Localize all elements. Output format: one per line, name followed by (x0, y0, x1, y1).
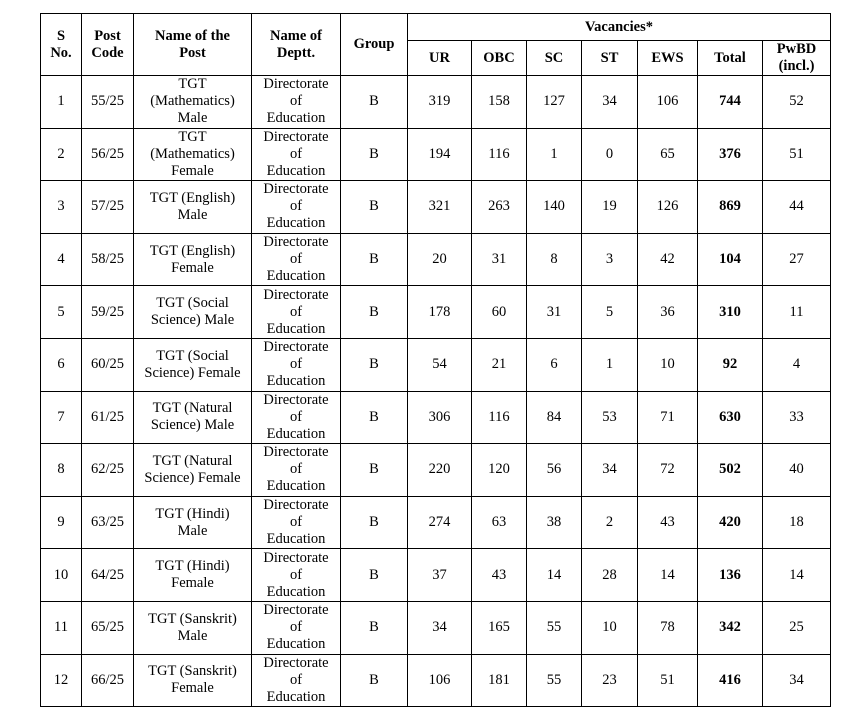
cell-total: 416 (698, 654, 763, 707)
vacancy-table (40, 13, 831, 707)
cell-ur: 178 (408, 286, 472, 339)
cell-obc: 116 (472, 391, 527, 444)
cell-st: 3 (582, 233, 638, 286)
cell-total: 376 (698, 128, 763, 181)
cell-post-code: 65/25 (82, 601, 134, 654)
cell-post-code: 59/25 (82, 286, 134, 339)
cell-sc: 55 (527, 601, 582, 654)
cell-total: 104 (698, 233, 763, 286)
cell-total: 420 (698, 496, 763, 549)
cell-dept: Directorate of Education (252, 128, 341, 181)
cell-group: B (341, 496, 408, 549)
table-row (41, 233, 831, 286)
cell-sno: 4 (41, 233, 82, 286)
cell-dept: Directorate of Education (252, 338, 341, 391)
cell-st: 19 (582, 181, 638, 234)
cell-sc: 31 (527, 286, 582, 339)
cell-obc: 158 (472, 76, 527, 129)
cell-total: 136 (698, 549, 763, 602)
cell-sc: 14 (527, 549, 582, 602)
cell-post-code: 63/25 (82, 496, 134, 549)
cell-st: 23 (582, 654, 638, 707)
cell-pwbd: 33 (763, 391, 831, 444)
cell-obc: 116 (472, 128, 527, 181)
cell-post-name: TGT (Sanskrit) Female (134, 654, 252, 707)
cell-post-code: 66/25 (82, 654, 134, 707)
cell-total: 310 (698, 286, 763, 339)
table-body (41, 76, 831, 707)
cell-sno: 3 (41, 181, 82, 234)
cell-ur: 34 (408, 601, 472, 654)
cell-sc: 1 (527, 128, 582, 181)
cell-ur: 220 (408, 444, 472, 497)
table-row (41, 76, 831, 129)
cell-pwbd: 27 (763, 233, 831, 286)
cell-ews: 36 (638, 286, 698, 339)
cell-pwbd: 51 (763, 128, 831, 181)
table-row (41, 444, 831, 497)
cell-obc: 120 (472, 444, 527, 497)
cell-post-name: TGT (English) Male (134, 181, 252, 234)
cell-dept: Directorate of Education (252, 444, 341, 497)
cell-ews: 71 (638, 391, 698, 444)
header-post-code: Post Code (82, 14, 134, 76)
cell-ur: 194 (408, 128, 472, 181)
cell-st: 53 (582, 391, 638, 444)
cell-group: B (341, 601, 408, 654)
cell-ews: 126 (638, 181, 698, 234)
cell-post-name: TGT (Natural Science) Male (134, 391, 252, 444)
cell-ews: 72 (638, 444, 698, 497)
cell-post-name: TGT (English) Female (134, 233, 252, 286)
cell-sno: 11 (41, 601, 82, 654)
cell-dept: Directorate of Education (252, 391, 341, 444)
cell-post-code: 56/25 (82, 128, 134, 181)
cell-group: B (341, 128, 408, 181)
cell-group: B (341, 444, 408, 497)
cell-ews: 51 (638, 654, 698, 707)
cell-post-code: 64/25 (82, 549, 134, 602)
cell-dept: Directorate of Education (252, 233, 341, 286)
cell-post-name: TGT (Social Science) Female (134, 338, 252, 391)
cell-total: 630 (698, 391, 763, 444)
cell-dept: Directorate of Education (252, 286, 341, 339)
cell-group: B (341, 233, 408, 286)
cell-st: 34 (582, 444, 638, 497)
cell-pwbd: 40 (763, 444, 831, 497)
cell-dept: Directorate of Education (252, 181, 341, 234)
cell-st: 34 (582, 76, 638, 129)
cell-post-name: TGT (Mathematics) Female (134, 128, 252, 181)
header-row-1 (41, 14, 831, 41)
cell-ews: 78 (638, 601, 698, 654)
cell-obc: 21 (472, 338, 527, 391)
cell-post-code: 55/25 (82, 76, 134, 129)
cell-ur: 306 (408, 391, 472, 444)
header-ur: UR (408, 41, 472, 76)
cell-obc: 31 (472, 233, 527, 286)
cell-post-code: 58/25 (82, 233, 134, 286)
cell-sno: 6 (41, 338, 82, 391)
cell-pwbd: 25 (763, 601, 831, 654)
cell-obc: 263 (472, 181, 527, 234)
cell-post-name: TGT (Mathematics) Male (134, 76, 252, 129)
cell-sno: 7 (41, 391, 82, 444)
cell-post-code: 57/25 (82, 181, 134, 234)
cell-post-code: 61/25 (82, 391, 134, 444)
cell-pwbd: 18 (763, 496, 831, 549)
cell-ur: 106 (408, 654, 472, 707)
table-row (41, 128, 831, 181)
cell-st: 28 (582, 549, 638, 602)
cell-group: B (341, 549, 408, 602)
header-ews: EWS (638, 41, 698, 76)
cell-sno: 9 (41, 496, 82, 549)
cell-group: B (341, 181, 408, 234)
cell-group: B (341, 391, 408, 444)
cell-post-code: 60/25 (82, 338, 134, 391)
cell-st: 1 (582, 338, 638, 391)
cell-sc: 84 (527, 391, 582, 444)
header-sc: SC (527, 41, 582, 76)
cell-sc: 8 (527, 233, 582, 286)
cell-group: B (341, 338, 408, 391)
cell-st: 2 (582, 496, 638, 549)
cell-total: 869 (698, 181, 763, 234)
cell-sno: 8 (41, 444, 82, 497)
cell-obc: 63 (472, 496, 527, 549)
header-group: Group (341, 14, 408, 76)
cell-sno: 5 (41, 286, 82, 339)
header-total: Total (698, 41, 763, 76)
cell-ur: 54 (408, 338, 472, 391)
cell-obc: 181 (472, 654, 527, 707)
header-dept: Name of Deptt. (252, 14, 341, 76)
cell-post-name: TGT (Natural Science) Female (134, 444, 252, 497)
table-row (41, 286, 831, 339)
cell-pwbd: 44 (763, 181, 831, 234)
cell-ews: 10 (638, 338, 698, 391)
table-row (41, 181, 831, 234)
cell-total: 502 (698, 444, 763, 497)
cell-group: B (341, 286, 408, 339)
cell-total: 744 (698, 76, 763, 129)
cell-sc: 56 (527, 444, 582, 497)
cell-group: B (341, 654, 408, 707)
cell-obc: 43 (472, 549, 527, 602)
cell-sno: 1 (41, 76, 82, 129)
cell-post-code: 62/25 (82, 444, 134, 497)
cell-ur: 274 (408, 496, 472, 549)
cell-ur: 321 (408, 181, 472, 234)
cell-pwbd: 14 (763, 549, 831, 602)
cell-post-name: TGT (Hindi) Male (134, 496, 252, 549)
cell-ews: 42 (638, 233, 698, 286)
cell-st: 5 (582, 286, 638, 339)
table-row (41, 391, 831, 444)
cell-dept: Directorate of Education (252, 601, 341, 654)
cell-group: B (341, 76, 408, 129)
cell-obc: 60 (472, 286, 527, 339)
header-post-name: Name of the Post (134, 14, 252, 76)
cell-dept: Directorate of Education (252, 76, 341, 129)
cell-ews: 65 (638, 128, 698, 181)
cell-sc: 6 (527, 338, 582, 391)
cell-sno: 2 (41, 128, 82, 181)
cell-st: 10 (582, 601, 638, 654)
cell-sc: 38 (527, 496, 582, 549)
header-pwbd: PwBD (incl.) (763, 41, 831, 76)
table-row (41, 338, 831, 391)
cell-pwbd: 4 (763, 338, 831, 391)
header-obc: OBC (472, 41, 527, 76)
cell-total: 92 (698, 338, 763, 391)
table-row (41, 549, 831, 602)
cell-sno: 12 (41, 654, 82, 707)
table-row (41, 496, 831, 549)
cell-sc: 55 (527, 654, 582, 707)
cell-obc: 165 (472, 601, 527, 654)
cell-ews: 106 (638, 76, 698, 129)
cell-ews: 14 (638, 549, 698, 602)
cell-post-name: TGT (Sanskrit) Male (134, 601, 252, 654)
cell-total: 342 (698, 601, 763, 654)
cell-ur: 319 (408, 76, 472, 129)
cell-dept: Directorate of Education (252, 496, 341, 549)
cell-pwbd: 11 (763, 286, 831, 339)
table-row (41, 654, 831, 707)
cell-sno: 10 (41, 549, 82, 602)
cell-dept: Directorate of Education (252, 654, 341, 707)
cell-st: 0 (582, 128, 638, 181)
header-sno: S No. (41, 14, 82, 76)
cell-ur: 37 (408, 549, 472, 602)
cell-post-name: TGT (Hindi) Female (134, 549, 252, 602)
cell-dept: Directorate of Education (252, 549, 341, 602)
cell-sc: 127 (527, 76, 582, 129)
header-vacancies: Vacancies* (408, 14, 831, 41)
cell-post-name: TGT (Social Science) Male (134, 286, 252, 339)
cell-pwbd: 52 (763, 76, 831, 129)
cell-ews: 43 (638, 496, 698, 549)
table-row (41, 601, 831, 654)
cell-pwbd: 34 (763, 654, 831, 707)
header-st: ST (582, 41, 638, 76)
cell-ur: 20 (408, 233, 472, 286)
cell-sc: 140 (527, 181, 582, 234)
